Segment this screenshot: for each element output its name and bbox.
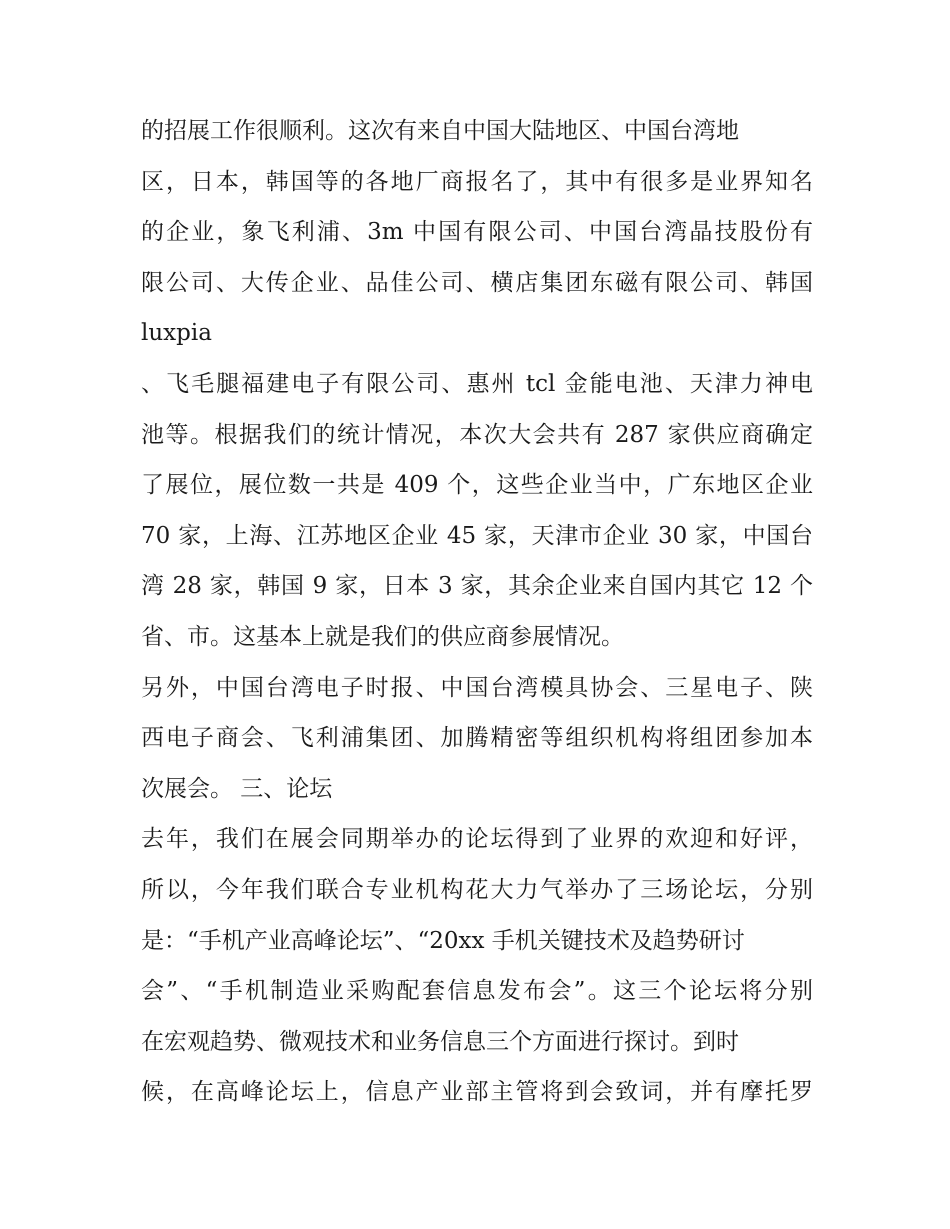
text-line: 次展会。 三、论坛 (141, 775, 333, 802)
text-line: 区，日本，韩国等的各地厂商报名了，其中有很多是业界知名 (141, 168, 813, 195)
text-line: 70 家，上海、江苏地区企业 45 家，天津市企业 30 家，中国台 (141, 522, 813, 549)
text-line: 是：“手机产业高峰论坛”、“20xx 手机关键技术及趋势研讨 (141, 927, 745, 954)
text-line: 所以，今年我们联合专业机构花大力气举办了三场论坛，分别 (141, 876, 813, 903)
text-line: 省、市。这基本上就是我们的供应商参展情况。 (141, 623, 624, 650)
text-line: 池等。根据我们的统计情况，本次大会共有 287 家供应商确定 (141, 421, 813, 448)
text-line: 限公司、大传企业、品佳公司、横店集团东磁有限公司、韩国 (141, 269, 813, 296)
text-line: 湾 28 家，韩国 9 家，日本 3 家，其余企业来自国内其它 12 个 (141, 573, 813, 600)
text-line: 的招展工作很顺利。这次有来自中国大陆地区、中国台湾地 (141, 118, 739, 144)
text-line: 西电子商会、飞利浦集团、加腾精密等组织机构将组团参加本 (141, 725, 813, 752)
text-line: 的企业，象飞利浦、3m 中国有限公司、中国台湾晶技股份有 (141, 219, 813, 246)
text-line: 候，在高峰论坛上，信息产业部主管将到会致词，并有摩托罗 (141, 1079, 813, 1106)
text-line: 去年，我们在展会同期举办的论坛得到了业界的欢迎和好评， (141, 826, 813, 853)
text-line: 、飞毛腿福建电子有限公司、惠州 tcl 金能电池、天津力神电 (141, 370, 813, 397)
body-text (141, 106, 813, 1118)
text-line: luxpia (141, 320, 212, 347)
text-line: 在宏观趋势、微观技术和业务信息三个方面进行探讨。到时 (141, 1028, 739, 1055)
text-line: 了展位，展位数一共是 409 个，这些企业当中，广东地区企业 (141, 472, 813, 499)
text-line: 会”、“手机制造业采购配套信息发布会”。这三个论坛将分别 (141, 978, 813, 1005)
text-line: 另外，中国台湾电子时报、中国台湾模具协会、三星电子、陕 (141, 674, 813, 701)
